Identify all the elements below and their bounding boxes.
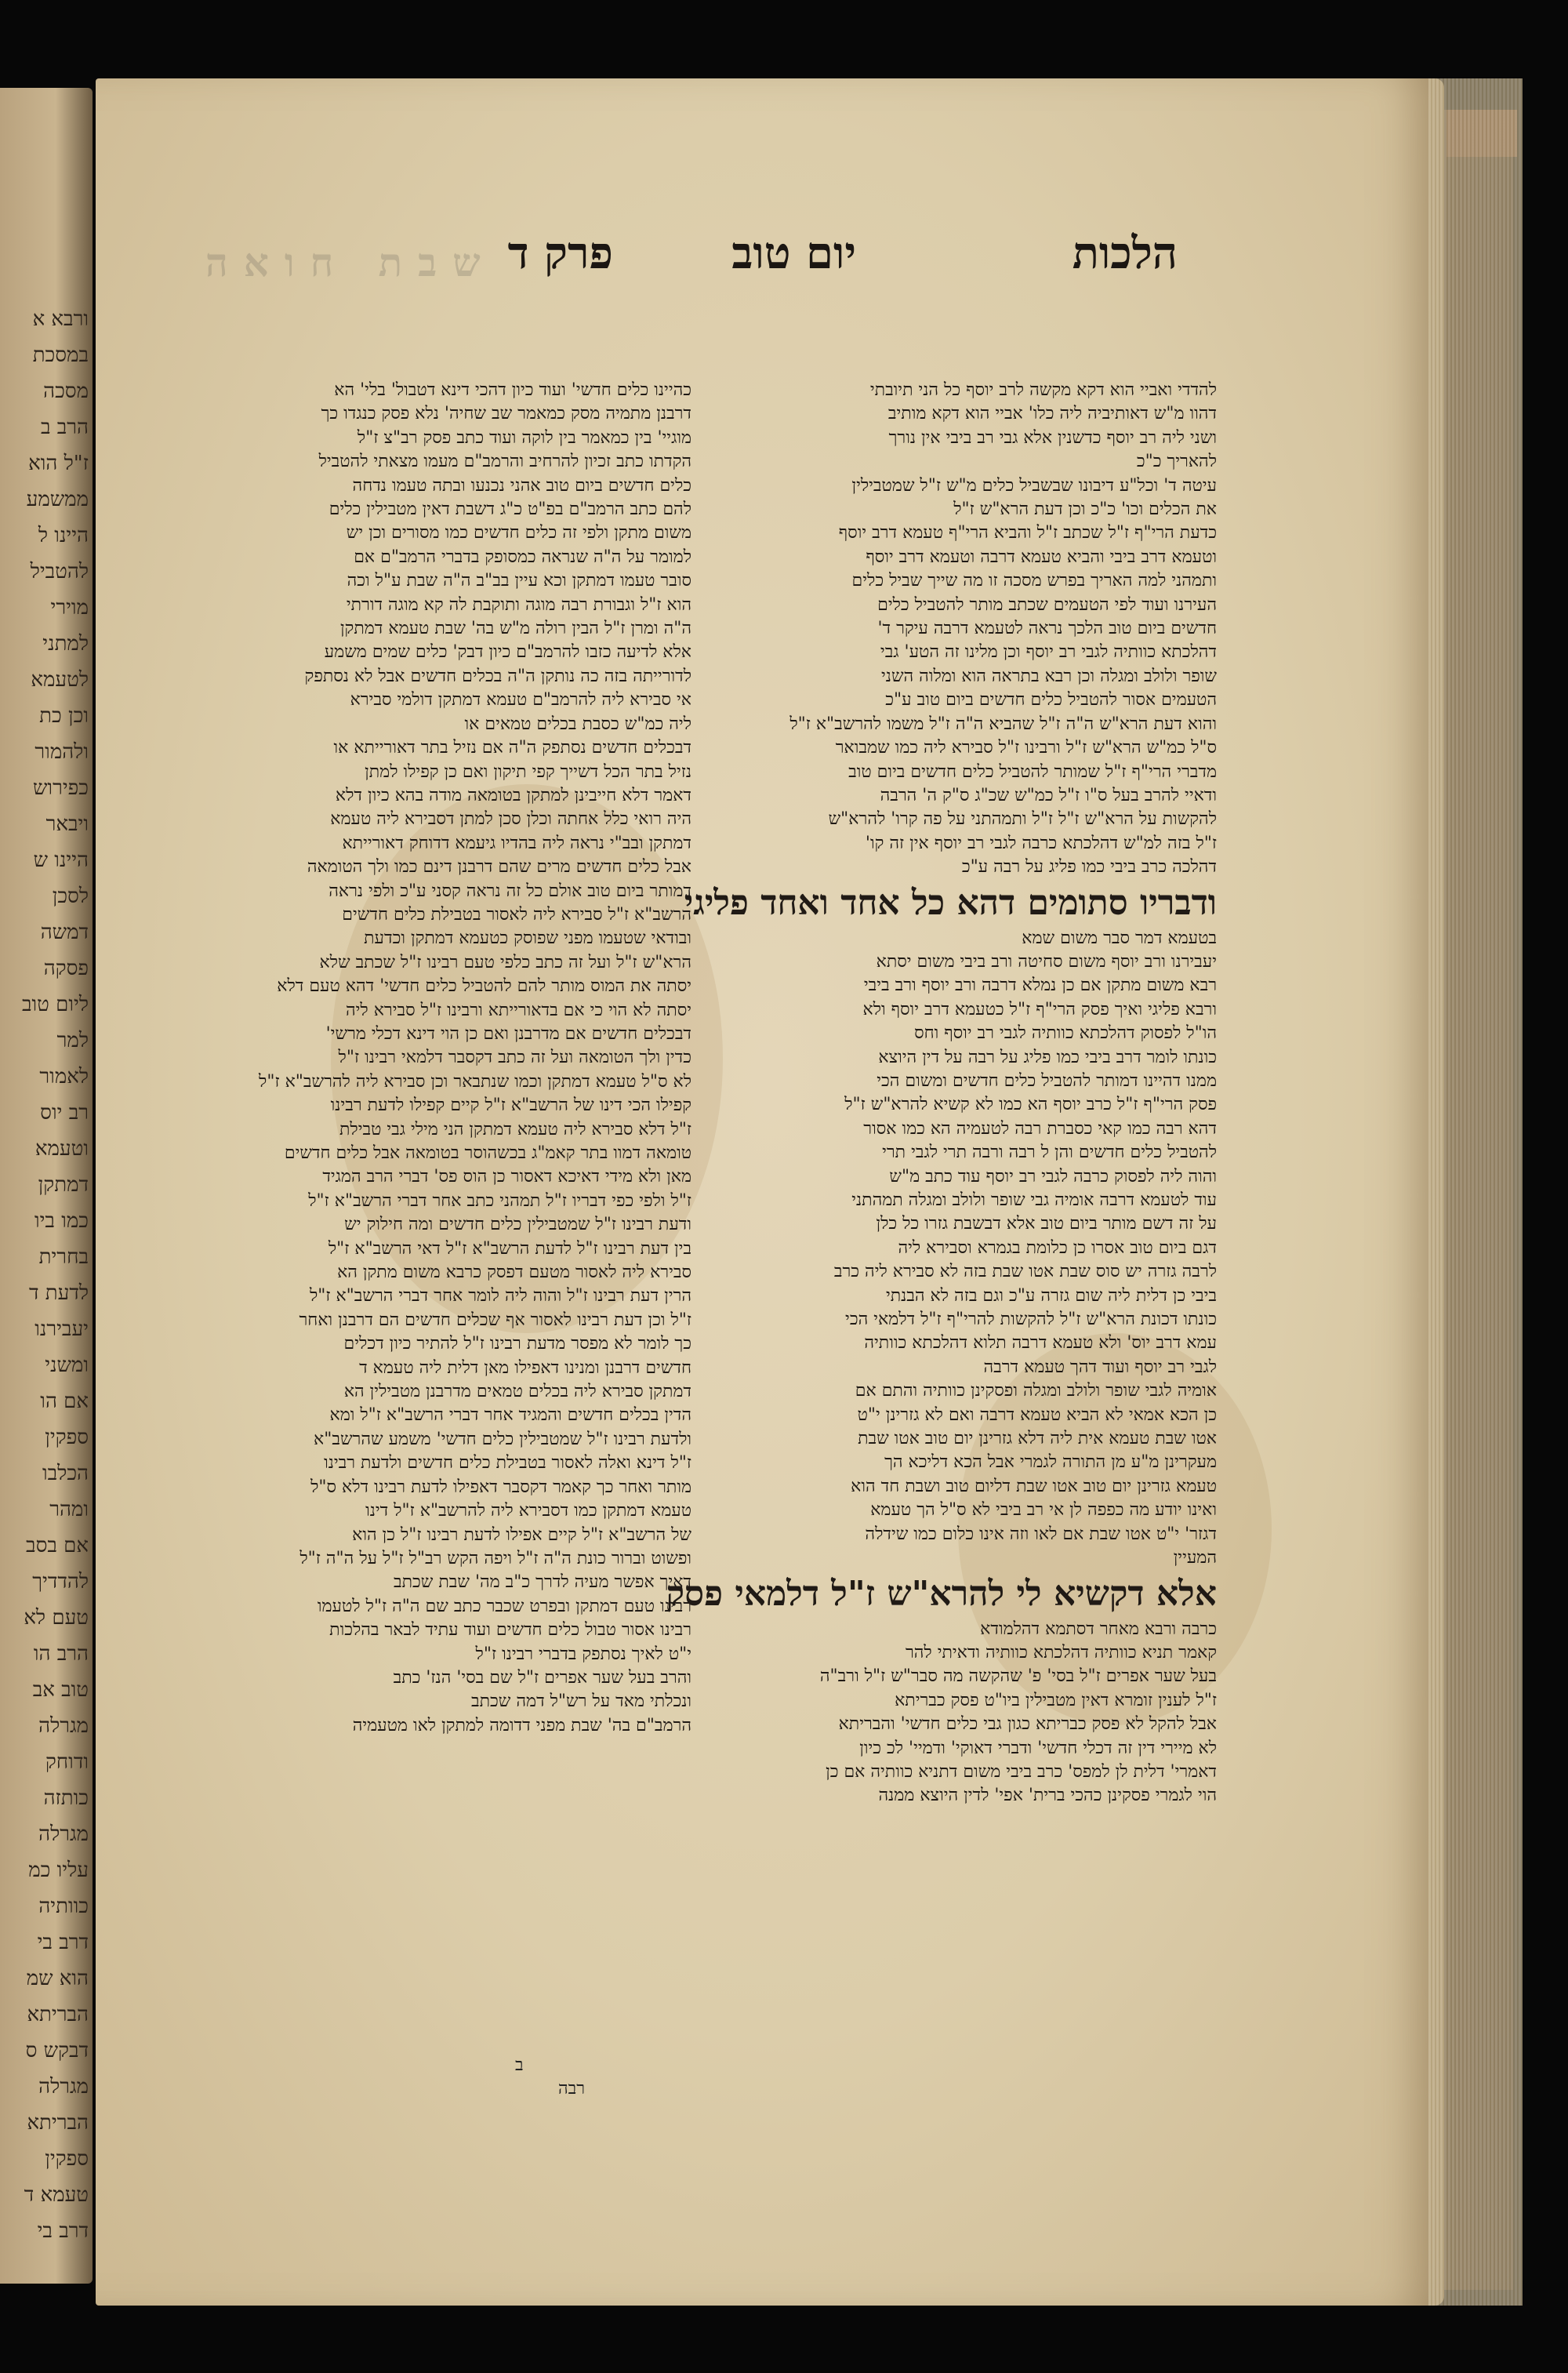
text-line: להטביל כלים חדשים והן ל רבה ורבה תרי לגבי תרי <box>882 1143 1217 1163</box>
text-line: לא ס"ל טעמא דמתקן וכמו שנתבאר וכן סבירא ליה להרשב"א ז"ל <box>259 1071 691 1092</box>
text-line: מאן ולא מידי דאיכא דאסור כן הוס פס' דברי הרב המגיד <box>322 1167 691 1187</box>
facing-page-fragment: לסכן <box>52 885 89 908</box>
text-line: הרא"ש ז"ל ועל זה כתב כלפי טעם רבינו ז"ל שכתב שלא <box>319 952 691 972</box>
text-line: מדברי הרי"ף ז"ל שמותר להטביל כלים חדשים ביום טוב <box>848 761 1217 782</box>
text-line: דגם ביום טוב אסרו כן כלומת בגמרא וסבירא ליה <box>898 1237 1217 1258</box>
text-line: לא מיירי דין זה דכלי חדשי' ודברי דאוקי' ודמיי' לכ כיון <box>859 1738 1217 1758</box>
text-line: ז"ל בזה למ"ש דהלכתא כרבה לגבי רב יוסף אין זה קו' <box>865 833 1217 853</box>
facing-page-fragment: דבקש ס <box>25 2039 89 2062</box>
text-line: דבכלים חדשים אם מדרבנן ואם כן הוי דינא דכלי מרשי' <box>325 1023 691 1044</box>
text-line: ודאיי להרב בעל ס"ו ז"ל כמ"ש שכ"ג ס"ק ה' הרבה <box>880 785 1217 805</box>
text-line: דמתקן סבירא ליה בכלים טמאים מדרבנן מטבילין הא <box>343 1382 691 1402</box>
text-line: והוה ליה לפסוק כרבה לגבי רב יוסף עוד כתב מ"ש <box>889 1166 1217 1186</box>
text-line: הרמב"ם בה' שבת מפני דדומה למתקן לאו מטעמיה <box>352 1715 691 1735</box>
text-line: בין דעת רבינו ז"ל לדעת הרשב"א ז"ל דאי הרשב"א ז"ל <box>328 1238 691 1259</box>
text-line: יסתה לא הוי כי אם בדאורייתא ורבינו ז"ל סבירא ליה <box>345 1000 691 1020</box>
text-line: דהוו מ"ש דאותיביה ליה כלו' אביי הוא דקא מותיב <box>887 404 1217 424</box>
text-line: משום מתקן ולפי זה כלים חדשים כמו מסורים וכן יש <box>346 523 691 543</box>
facing-page <box>0 88 93 2284</box>
text-line: ושני ליה רב יוסף כדשנין אלא גבי רב ביבי אין נורך <box>888 427 1217 448</box>
text-line: טעמא דמתקן כמו דסבירא ליה להרשב"א ז"ל דינו <box>365 1501 691 1521</box>
text-line: הרין דעת רבינו ז"ל והוה ליה לומר אחר דברי הרשב"א ז"ל <box>309 1286 691 1306</box>
text-line: שופר ולולב ומגלה וכן רבא בתראה הוא ומלוה השני <box>881 666 1217 686</box>
text-line: להקשות על הרא"ש ז"ל ז"ל ותמהתני על פה קרו' להרא"ש <box>828 809 1217 830</box>
text-line: של הרשב"א ז"ל קיים אפילו לדעת רבינו ז"ל כן הוא <box>352 1524 691 1545</box>
text-line: חדשים דרבנן ומנינו דאפילו מאן דלית ליה טעמא ד <box>359 1357 691 1378</box>
facing-page-fragment: כותזה <box>43 1786 89 1810</box>
facing-page-fragment: ויבאר <box>45 812 89 836</box>
text-line: העירנו ועוד לפי הטעמים שכתב מותר להטביל כלים <box>877 594 1217 615</box>
facing-page-fragment: הכלבו <box>42 1462 89 1485</box>
text-line: היה רואי כלל אחתה וכלן סכן למתן דסבירא ליה טעמא <box>330 809 691 830</box>
text-line: ז"ל ולפי כפי דבריו ז"ל תמהני כתב אחר דברי הרשב"א ז"ל <box>308 1190 691 1211</box>
text-line: כהיינו כלים חדשי' ועוד כיון דהכי דינא דטבול' בלי' הא <box>334 380 691 400</box>
facing-page-fragment: להדדיך <box>32 1570 89 1594</box>
facing-page-fragment: פסקה <box>43 957 89 980</box>
facing-page-fragment: לטעמא <box>31 668 89 692</box>
text-line: קפילו הכי דינו של הרשב"א ז"ל קיים קפילו לדעת רבינו <box>330 1096 691 1116</box>
facing-page-fragment: למר <box>56 1029 89 1052</box>
text-line: המעיין <box>1173 1548 1217 1568</box>
facing-page-fragment: מוירי <box>50 596 89 620</box>
text-line: ואינו יודע מה כפפה לן אי רב ביבי לא ס"ל הך טעמא <box>870 1500 1217 1521</box>
facing-page-fragment: ממשמע <box>26 488 89 511</box>
facing-page-fragment: הבריתא <box>27 2111 89 2135</box>
text-line: הדין בכלים חדשים והמגיד אחר דברי הרשב"א ז"ל ומא <box>329 1405 691 1426</box>
facing-page-fragment: מגרלה <box>38 2075 89 2099</box>
text-line: רבינו אסור טבול כלים חדשים ועוד עתיד לבאר בהלכות <box>329 1620 691 1641</box>
text-line: ודעת רבינו ז"ל שמטבילין כלים חדשים ומה חילוק יש <box>344 1215 691 1235</box>
facing-page-fragment: ורבא א <box>32 307 89 331</box>
facing-page-fragment: רב יוס <box>40 1101 89 1125</box>
facing-page-fragment: לדעת ד <box>28 1281 89 1305</box>
text-line: דגזר' י"ט אטו שבת אם לאו וזה אינו כלום כמו שידלה <box>865 1524 1217 1544</box>
text-line: ביבי כן דלית ליה שום גזרה ע"כ וגם בזה לא הבנתי <box>885 1285 1217 1306</box>
running-head-title: הלכות <box>1072 227 1178 279</box>
text-line: ופשוט וברור כונת ה"ה ז"ל ויפה הקש רב"ל ז"ל על ה"ה ז"ל <box>299 1548 691 1568</box>
facing-page-fragment: טעם לא <box>24 1606 89 1630</box>
text-line: הרשב"א ז"ל סבירא ליה לאסור בטבילת כלים חדשים <box>342 904 691 925</box>
text-line: אלא דקשיא לי להרא"ש ז"ל דלמאי פסק <box>666 1573 1217 1614</box>
facing-page-fragment: ולהמור <box>34 740 89 764</box>
facing-page-fragment: כוותיה <box>38 1895 89 1918</box>
text-line: בטעמא דמר סבר משום שמא <box>1022 928 1217 948</box>
text-column-left <box>111 379 691 1738</box>
text-line: כדין ולך הטומאה ועל זה כתב דקסבר דלמאי רבינו ז"ל <box>338 1048 691 1068</box>
facing-page-fragment: ודוחק <box>45 1750 89 1774</box>
text-line: להם כתב הרמב"ם בפ"ט כ"ג דשבת דאין מטבילין כלים <box>328 500 691 520</box>
text-line: על זה דשם מותר ביום טוב אלא דבשבת גזרו כל כלן <box>876 1214 1217 1234</box>
facing-page-fragment: הרב הו <box>33 1642 89 1666</box>
facing-page-fragment: דרב בי <box>37 2219 89 2243</box>
text-line: פסק הרי"ף ז"ל כרב יוסף הא כמו לא קשיא להרא"ש ז"ל <box>844 1095 1217 1115</box>
text-line: ובודאי שטעמו מפני שפוסק כטעמא דמתקן וכדעת <box>364 928 691 949</box>
facing-page-fragment: אם הו <box>40 1390 89 1413</box>
facing-page-fragment: וטעמא <box>34 1137 89 1161</box>
text-line: דאיך אפשר מעיה לדרך כ"ב מה' שבת שכתב <box>394 1572 691 1593</box>
text-line: כן הכא אמאי לא הביא טעמא דרבה ואם לא גזרינן י"ט <box>857 1405 1217 1425</box>
text-line: כונתו לומר דרב ביבי כמו פליג על רבה על דין היוצא <box>878 1047 1217 1067</box>
facing-page-fragment: ספקין <box>45 1426 89 1449</box>
facing-page-fragment: לאמור <box>39 1065 89 1088</box>
facing-page-fragment: יעבירנו <box>34 1317 89 1341</box>
text-line: כרבה ורבא מאחר דסתמא דהלמודא <box>980 1619 1217 1639</box>
text-line: לגבי רב יוסף ועוד דהך טעמא דרבה <box>983 1357 1217 1377</box>
text-line: אומיה לגבי שופר ולולב ומגלה ופסקינן כוותיה והתם אם <box>855 1381 1217 1401</box>
facing-page-fragment: כמו ביו <box>34 1209 89 1233</box>
facing-page-fragment: ליום טוב <box>21 993 89 1016</box>
text-line: דאמר דלא חייבינן למתקן בטומאה מודה בהא כיון דלא <box>335 785 691 805</box>
text-line: למומר על ה"ה שנראה כמסופק בדברי הרמב"ם אם <box>354 547 691 567</box>
text-line: ולדעת רבינו ז"ל שמטבילין כלים חדשי' משמע שהרשב"א <box>314 1429 691 1449</box>
facing-page-fragment: בחרית <box>38 1245 89 1269</box>
text-line: רבא משום מתקן אם כן נמלא דרבה ורב יוסף ורב ביבי <box>863 976 1217 996</box>
text-line: כדעת הרי"ף ז"ל שכתב ז"ל והביא הרי"ף טעמא דרב יוסף <box>838 523 1217 543</box>
text-line: את הכלים וכו' כ"כ וכן דעת הרא"ש ז"ל <box>953 500 1217 520</box>
text-line: ז"ל לענין זומרא דאין מטבילין ביו"ט פסק כבריתא <box>895 1690 1217 1710</box>
facing-page-fragment: היינו ל <box>38 524 89 547</box>
facing-page-fragment: אם בסב <box>26 1534 89 1557</box>
text-line: לרבה גזרה יש סוס שבת אטו שבת בזה לא סבירא ליה כרב <box>833 1262 1217 1282</box>
text-line: כך לומר לא מפסר מדעת רבינו ז"ל להתיר כיון דכלים <box>343 1334 691 1354</box>
text-line: אלא לדיעה כזבו להרמב"ם כיון דבק' כלים שמים משמע <box>324 642 691 663</box>
facing-page-fragment: היינו ש <box>33 849 89 872</box>
text-line: דבכלים חדשים נסתפק ה"ה אם נזיל בתר דאורייתא או <box>333 738 691 758</box>
text-line: סובר טעמו דמתקן וכא עיין בב"ב ה"ה שבת ע"ל וכה <box>347 571 691 591</box>
text-line: כלים חדשים ביום טוב אהני נכנעו ובתה טעמו נדחה <box>352 475 691 496</box>
facing-page-fragment: מגרלה <box>38 1822 89 1846</box>
facing-page-fragment: כפירוש <box>33 776 89 800</box>
text-line: דמותר ביום טוב אולם כל זה נראה קסני ע"כ ולפי נראה <box>328 881 691 901</box>
text-line: הו"ל לפסוק דהלכתא כוותיה לגבי רב יוסף וחס <box>914 1023 1217 1044</box>
catchword: רבה <box>558 2079 586 2099</box>
text-line: והוא דעת הרא"ש ה"ה ז"ל שהביא ה"ה ז"ל משמו להרשב"א ז"ל <box>789 714 1217 734</box>
book-page <box>96 78 1444 2306</box>
facing-page-fragment: דרב בי <box>37 1931 89 1954</box>
text-line: מותר ואחר כך קאמר דקסבר דאפילו לדעת רבינו דלא ס"ל <box>310 1477 691 1497</box>
text-line: דרבנן מתמיה מסק כמאמר שב שחיה' נלא פסק כנגדו כך <box>321 404 691 424</box>
text-line: מוגיי' בין כמאמר בין לוקה ועוד כתב פסק רב"צ ז"ל <box>357 427 691 448</box>
text-line: סבירא ליה לאסור מטעם דפסק כרבא משום מתקן הא <box>337 1263 691 1283</box>
text-line: יסתה את המוס מותר להם להטביל כלים חדשי' דהא טעם דלא <box>277 976 691 997</box>
text-line: י"ט לאיך נסתפק בדברי רבינו ז"ל <box>475 1644 691 1664</box>
signature-mark: ב <box>515 2055 524 2075</box>
text-line: עיטה ד' וכל"ע דיבונו שבשביל כלים מ"ש ז"ל שמטבילין <box>851 475 1217 496</box>
text-line: דהא רבה כמו קאי כסברת רבה לטעמיה הא כמו אסור <box>863 1118 1217 1139</box>
text-line: ליה כמ"ש כסבת בכלים טמאים או <box>464 714 691 734</box>
facing-page-fragment: להטביל <box>30 560 89 583</box>
text-line: הטעמים אסור להטביל כלים חדשים ביום טוב ע"כ <box>885 690 1217 710</box>
facing-page-fragment: עליו כמ <box>28 1859 89 1882</box>
text-line: ה"ה ומרן ז"ל הבין רולה מ"ש בה' שבת טעמא דמתקן <box>339 619 691 639</box>
facing-page-fragment: הבריתא <box>27 2003 89 2026</box>
facing-page-fragment: במסכת <box>32 343 89 367</box>
text-line: והרב בעל שער אפרים ז"ל שם בסי' הנז' כתב <box>393 1667 691 1688</box>
text-line: כונתו דכונת הרא"ש ז"ל להקשות להרי"ף ז"ל דלמאי הכי <box>845 1310 1217 1330</box>
text-line: בעל שער אפרים ז"ל בסי' פ' שהקשה מה סבר"ש ז"ל ורב"ה <box>819 1666 1217 1687</box>
text-line: ותמהני למה האריך בפרש מסכה זו מה שייך שביל כלים <box>851 571 1217 591</box>
text-line: וטעמא דרב ביבי והביא טעמא דרבה וטעמא דרב יוסף <box>866 547 1217 567</box>
facing-page-fragment: למתני <box>42 632 89 656</box>
text-line: לדורייתה בזה כה נותקן ה"ה בכלים חדשים אבל לא נסתפק <box>304 666 691 686</box>
facing-page-fragment: דמשה <box>40 921 89 944</box>
text-line: הקדתו כתב זכיון להרחיב והרמב"ם מעמו מצאתי להטביל <box>318 452 691 472</box>
text-line: ס"ל כמ"ש הרא"ש ז"ל ורבינו ז"ל סבירא ליה כמו שמבואר <box>835 738 1217 758</box>
text-line: דמתקן ובב"י נראה ליה בהדיו גיעמא דדוחק דאורייתא <box>342 833 691 853</box>
facing-page-fragment: הרב ב <box>40 416 89 439</box>
text-line: דאמרי' דלית לן למפס' כרב ביבי משום דתניא כוותיה אם כן <box>826 1761 1217 1782</box>
facing-page-fragment: טעמא ד <box>24 2183 89 2207</box>
facing-page-fragment: מסכה <box>43 380 89 403</box>
facing-page-fragment: ומהר <box>49 1498 89 1521</box>
running-head-tractate: יום טוב <box>731 227 856 279</box>
facing-page-fragment: וכן כת <box>39 704 89 728</box>
facing-page-fragment: ז"ל הוא <box>28 452 89 475</box>
facing-page-fragment: טוב אב <box>32 1678 89 1702</box>
text-line: יעבירנו ורב יוסף משום סחיטה ורב ביבי משום יסתא <box>876 951 1217 972</box>
text-line: טעמא גזרינן יום טוב אטו שבת דליום טוב ושבת חד הוא <box>851 1476 1217 1496</box>
text-line: דהלכתא כוותיה לגבי רב יוסף וכן מלינו זה הטע' גבי <box>880 642 1217 663</box>
text-line: אבל כלים חדשים מרים שהם דרבנן דינם כמו ולך הטומאה <box>307 857 691 878</box>
text-line: נזיל בתר הכל דשייך קפי תיקון ואם כן קפילו למתן <box>365 761 691 782</box>
facing-page-fragment: דמתקן <box>38 1173 89 1197</box>
facing-page-fragment: ומשני <box>45 1354 89 1377</box>
text-line: עמא דרב יוס' ולא טעמא דרבה תלוא דהלכתא כוותיה <box>864 1333 1217 1354</box>
facing-page-fragment: הוא שמ <box>26 1967 89 1990</box>
running-head <box>96 227 1444 290</box>
text-line: ז"ל דינא ואלה לאסור בטבילת כלים חדשים ולדעת רבינו <box>324 1453 691 1474</box>
text-line: הוא ז"ל וגבורת רבה מוגה ותוקבת לה קא מוגה דורתי <box>346 594 691 615</box>
text-line: ורבא פליגי ואיך פסק הרי"ף ז"ל כטעמא דרב יוסף ולא <box>862 999 1217 1019</box>
show-through-text: שבת חואה <box>205 239 496 285</box>
text-line: טומאה דמוו בתר קאמ"ג בכשהוסר בטומאה אבל כלים חדשים <box>284 1143 691 1163</box>
text-line: חדשים ביום טוב הלכך נראה לטעמא דרבה עיקר ד' <box>877 619 1217 639</box>
text-line: להאריך כ"כ <box>1136 452 1217 472</box>
text-line: ז"ל וכן דעת רבינו לאסור אף שכלים חדשים הם דרבנן ואחר <box>299 1310 691 1330</box>
page-edges <box>1428 78 1523 2306</box>
facing-page-fragment: מגרלה <box>38 1714 89 1738</box>
text-line: אי סבירא ליה להרמב"ם טעמא דמתקן דולמי סבירא <box>350 690 691 710</box>
text-line: קאמר תניא כוותיה דהלכתא כוותיה ודאיתי להר <box>905 1642 1217 1663</box>
text-line: ממנו דהיינו דמותר להטביל כלים חדשים ומשום הכי <box>877 1070 1217 1091</box>
text-line: ונכלתי מאד על רש"ל דמה שכתב <box>471 1692 691 1712</box>
text-line: להדדי ואביי הוא דקא מקשה לרב יוסף כל הני תיובתי <box>869 380 1217 400</box>
text-line: עוד לטעמא דרבה אומיה גבי שופר ולולב ומגלה תמהתני <box>851 1190 1217 1210</box>
text-line: אבל להקל לא פסק כבריתא כגון גבי כלים חדשי' והבריתא <box>838 1714 1217 1735</box>
text-line: מעקרינן מ"ע מן התורה לגמרי אבל הכא דליכא הך <box>884 1452 1217 1473</box>
text-line: רבינו טעם דמתקן ובפרט שכבר כתב שם ה"ה ז"ל לטעמו <box>317 1596 691 1616</box>
text-line: ודבריו סתומים דהא כל אחד ואחד פליגי <box>684 882 1217 923</box>
text-line: ז"ל דלא סבירא ליה טעמא דמתקן הני מילי גבי טבילת <box>339 1119 691 1139</box>
running-head-chapter: פרק ד <box>507 227 613 279</box>
text-line: אטו שבת טעמא אית ליה דלא גזרינן יום טוב אטו שבת <box>858 1429 1217 1449</box>
text-line: הוי לגמרי פסקינן כהכי ברית' אפי' לדין היוצא ממנה <box>878 1786 1217 1806</box>
text-line: דהלכה כרב ביבי כמו פליג על רבה ע"כ <box>961 857 1217 878</box>
text-column-right <box>666 379 1217 1808</box>
facing-page-fragment: ספקין <box>45 2147 89 2171</box>
